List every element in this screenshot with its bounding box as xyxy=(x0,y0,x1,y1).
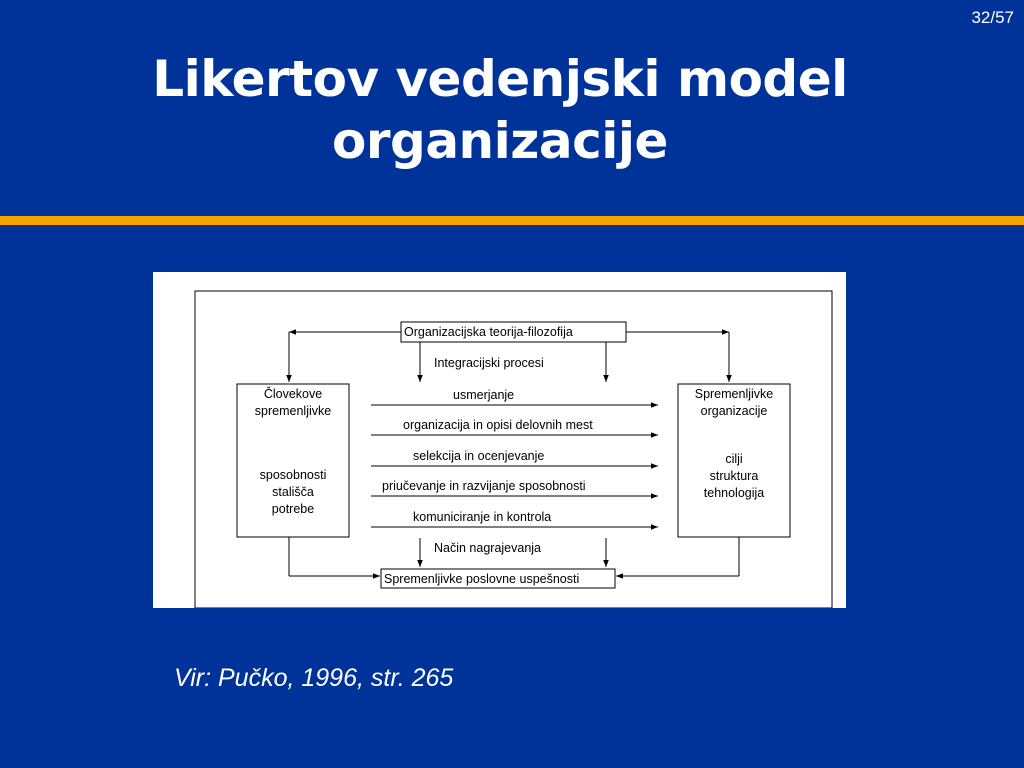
human-variable-item: sposobnosti xyxy=(259,468,327,482)
process-label: usmerjanje xyxy=(453,388,515,402)
slide-title xyxy=(0,48,1000,172)
title-line-2: organizacije xyxy=(332,112,668,170)
process-label: priučevanje in razvijanje sposobnosti xyxy=(382,479,586,493)
process-label: komuniciranje in kontrola xyxy=(413,510,552,524)
organization-variables-title-1: Spremenljivke xyxy=(694,387,774,401)
organization-variable-item: struktura xyxy=(709,469,759,483)
reward-label: Način nagrajevanja xyxy=(434,541,542,555)
accent-rule xyxy=(0,216,1024,225)
theory-philosophy-label: Organizacijska teorija-filozofija xyxy=(404,325,573,339)
human-variable-item: potrebe xyxy=(271,502,315,516)
organization-variable-item: cilji xyxy=(725,452,743,466)
page-number: 32/57 xyxy=(971,8,1014,27)
process-label: selekcija in ocenjevanje xyxy=(413,449,545,463)
likert-model-diagram xyxy=(153,272,846,608)
organization-variable-item: tehnologija xyxy=(703,486,765,500)
process-label: organizacija in opisi delovnih mest xyxy=(403,418,593,432)
human-variables-title-1: Človekove xyxy=(263,387,323,401)
integration-processes-label: Integracijski procesi xyxy=(434,356,544,370)
human-variables-title-2: spremenljivke xyxy=(254,404,332,418)
title-line-1: Likertov vedenjski model xyxy=(152,50,848,108)
accent-rule-shadow xyxy=(0,225,1024,228)
likert-model-figure xyxy=(153,272,846,608)
source-citation: Vir: Pučko, 1996, str. 265 xyxy=(174,664,454,692)
business-performance-label: Spremenljivke poslovne uspešnosti xyxy=(384,572,580,586)
organization-variables-title-2: organizacije xyxy=(700,404,768,418)
human-variable-item: stališča xyxy=(272,485,314,499)
